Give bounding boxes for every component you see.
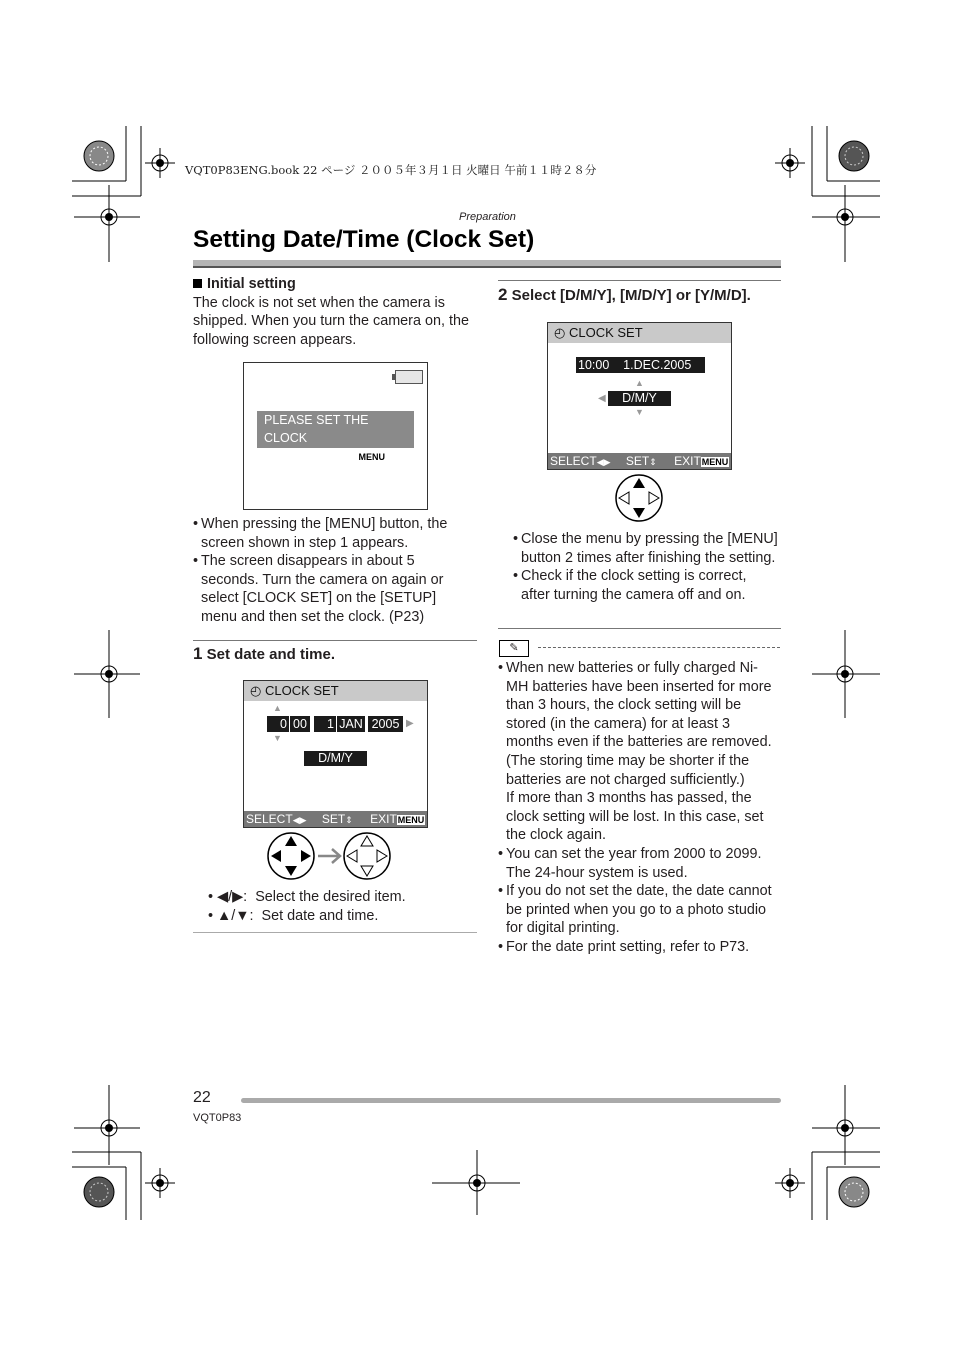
menu-badge: MENU [397,814,425,825]
footer-rule [241,1098,781,1103]
please-set-clock-screen [243,362,428,510]
right-arrow-icon: ▶ [406,718,414,729]
arrow-right-icon [318,849,340,863]
notes-list [498,659,780,957]
divider [193,640,477,641]
step1-notes [208,888,406,925]
note-icon: ✎ [499,640,529,657]
step1-title: Set date and time. [206,646,336,663]
screen-footer: SELECT◀▶ SET⇕ EXITMENU [548,453,731,469]
date-format-field[interactable]: D/M/Y [608,391,671,406]
initial-setting-section [193,275,478,349]
screen-title-bar: ◴ CLOCK SET [244,681,427,701]
divider [193,932,477,933]
left-arrow-icon: ◀ [598,393,606,404]
clock-icon: ◴ [269,449,280,463]
step1-number: 1 [193,644,203,663]
down-arrow-icon: ▼ [635,407,644,417]
square-bullet-icon [193,279,202,288]
step2-heading [498,285,751,305]
screen-title-bar: ◴ CLOCK SET [548,323,731,343]
cursor-pad-up-down-icon [344,833,390,879]
list-item: • If you do not set the date, the date cannot be printed when you go to a photo studio for digital printing. [498,882,780,938]
down-arrow-icon: ▼ [273,733,282,743]
list-item: • Close the menu by pressing the [MENU] button 2 times after finishing the setting. [513,530,778,567]
clock-icon: ◴ [250,683,262,698]
month-field[interactable]: JAN [337,716,365,732]
initial-setting-heading: Initial setting [193,275,478,294]
step1-heading [193,644,335,664]
up-arrow-icon: ▲ [635,378,644,388]
up-down-arrows-icon: ⇕ [649,457,657,467]
day-field[interactable]: 1 [314,716,336,732]
menu-badge: MENU [358,451,386,462]
year-field[interactable]: 2005 [368,716,403,732]
list-item: • Check if the clock setting is correct, after turning the camera off and on. [513,567,778,604]
initial-setting-text: The clock is not set when the camera is shipped. When you turn the camera on, the following screen appears. [193,294,469,348]
up-down-arrows-icon: ⇕ [345,815,353,825]
left-right-arrows-icon: ◀▶ [596,457,611,467]
book-file-line: VQT0P83ENG.book 22 ページ ２００５年３月１日 火曜日 午前１１時２８分 [185,163,597,177]
date-format-field[interactable]: D/M/Y [304,751,367,766]
page-title: Setting Date/Time (Clock Set) [193,226,535,253]
list-item: • The screen disappears in about 5 seconds. Turn the camera on again or select [CLOCK SET] on the [SETUP] menu and then set the clock. (P23) [193,552,473,626]
minute-field[interactable]: 00 [290,716,310,732]
please-set-clock-text: PLEASE SET THE CLOCK [264,413,369,445]
left-right-arrows-icon: ◀▶ [292,815,307,825]
step2-title: Select [D/M/Y], [M/D/Y] or [Y/M/D]. [511,287,751,304]
up-arrow-icon: ▲ [273,703,282,713]
screen-footer: SELECT◀▶ SET⇕ EXITMENU [244,811,427,827]
divider [498,628,781,629]
divider [498,280,781,281]
battery-icon [395,370,423,384]
list-item: • For the date print setting, refer to P73. [498,938,780,957]
list-item: • You can set the year from 2000 to 2099. The 24-hour system is used. [498,845,780,882]
title-rule [193,260,781,268]
date-time-fields [267,716,405,732]
section-label: Preparation [459,211,516,223]
cursor-pad-icon [613,472,665,524]
clock-set-line: ◴ CLOCK SET MENU [269,449,386,463]
step2-bullets [513,530,778,604]
list-item: • ▲/▼: Set date and time. [208,907,379,924]
cursor-pads-graphic [266,831,396,883]
list-item: • When pressing the [MENU] button, the screen shown in step 1 appears. [193,515,473,552]
date-time-display: 10:00 1.DEC.2005 [576,357,705,373]
clock-message-box [257,411,414,463]
clock-set-screen-step2 [547,322,732,470]
initial-bullets [193,515,473,627]
step2-number: 2 [498,285,508,304]
list-item: • ◀/▶: Select the desired item. [208,889,406,905]
page-number: 22 [193,1089,211,1106]
model-code: VQT0P83 [193,1112,242,1124]
clock-set-screen-step1 [243,680,428,828]
note-dashed-rule [538,647,780,648]
cursor-pad-left-right-icon [268,833,314,879]
list-item: • When new batteries or fully charged Ni-MH batteries have been inserted for more than 3 hours, the clock setting will be stored (in the camera) for at least 3 months even if the batteries are removed. (The storing time may be shorter if the batteries are not charged sufficiently.) If more than 3 months has passed, the clock setting will be lost. In this case, set the clock again. [498,659,780,845]
hour-field[interactable]: 0 [267,716,289,732]
clock-icon: ◴ [554,325,566,340]
menu-badge: MENU [701,456,729,467]
